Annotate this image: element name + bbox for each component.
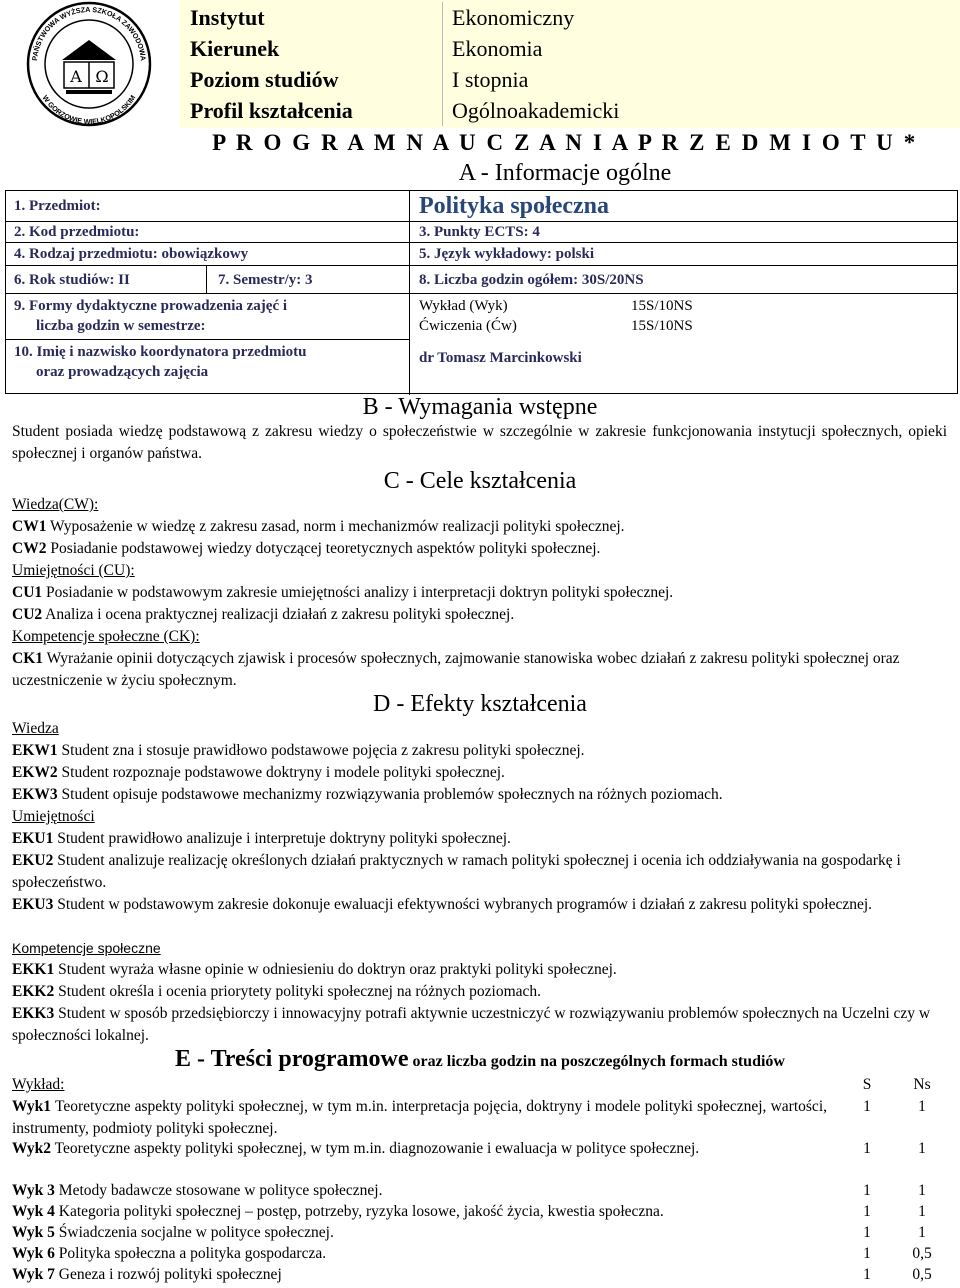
section-b-heading: B - Wymagania wstępne — [362, 394, 598, 420]
form-exercises-hours: 15S/10NS — [631, 318, 693, 334]
seal-omega: Ω — [95, 67, 109, 86]
document-header — [0, 0, 960, 128]
section-e-heading — [0, 1045, 960, 1076]
contents-col-s: S — [862, 1076, 872, 1093]
outcome-ekk1: EKK1 Student wyraża własne opinie w odniesieniu do doktryn oraz praktyki polityki społecznej. — [12, 961, 617, 978]
outcomes-competence-head: Kompetencje społeczne — [12, 940, 161, 956]
forms-label-line-1: 9. Formy dydaktyczne prowadzenia zajęć i — [14, 298, 288, 314]
header-label: Poziom studiów — [190, 67, 339, 92]
header-row-level — [180, 64, 960, 95]
outcomes-skills-head: Umiejętności — [12, 808, 95, 825]
section-a-heading: A - Informacje ogólne — [458, 160, 672, 186]
subject-name: Polityka społeczna — [419, 193, 609, 219]
goal-cw2: CW2 Posiadanie podstawowej wiedzy dotyczącej teoretycznych aspektów polityki społecznej. — [12, 540, 601, 557]
section-c-heading: C - Cele kształcenia — [383, 468, 577, 494]
program-title: P R O G R A M N A U C Z A N I A P R Z E D M I O T U * — [212, 130, 918, 155]
seal-ring-text-top: PAŃSTWOWA WYŻSZA SZKOŁA ZAWODOWA — [30, 4, 148, 62]
header-info-grid — [180, 0, 960, 128]
language-label: 5. Język wykładowy: polski — [419, 246, 595, 262]
contents-col-ns: Ns — [913, 1076, 931, 1093]
header-label: Instytut — [190, 5, 265, 30]
semester-label: 7. Semestr/y: 3 — [218, 272, 313, 288]
seal-alpha: A — [70, 67, 82, 86]
outcome-eku2: EKU2 Student analizuje realizację określonych działań praktycznych w ramach polityki społecznej i ocenia ich oddziaływania na gospodarkę i społeczeństwo. — [12, 852, 901, 891]
outcome-ekw3: EKW3 Student opisuje podstawowe mechanizmy rozwiązywania problemów społecznych na różnych poziomach. — [12, 786, 723, 803]
requirements-text: Student posiada wiedzę podstawową z zakresu wiedzy o społeczeństwie w szczególnie w zakresie funkcjonowania instytucji społecznych, opieki społecznej i organów państwa. — [12, 423, 947, 462]
outcome-ekk3: EKK3 Student w sposób przedsiębiorczy i innowacyjny potrafi aktywnie uczestniczyć w rozwiązywaniu problemów społecznych na Uczelni czy w społeczności lokalnej. — [12, 1005, 931, 1044]
outcome-ekw2: EKW2 Student rozpoznaje podstawowe doktryny i modele polityki społecznej. — [12, 764, 505, 781]
coordinator-label-line-2: oraz prowadzących zajęcia — [36, 364, 209, 380]
goal-cu2: CU2 Analiza i ocena praktycznej realizacji działań z zakresu polityki społecznej. — [12, 606, 515, 623]
header-row-institute — [180, 2, 960, 33]
goals-skills-head: Umiejętności (CU): — [12, 562, 135, 579]
form-lecture-hours: 15S/10NS — [631, 298, 693, 314]
coordinator-name: dr Tomasz Marcinkowski — [419, 350, 582, 366]
section-e-title: E - Treści programowe — [175, 1046, 409, 1072]
ects-label: 3. Punkty ECTS: 4 — [419, 224, 540, 240]
outcome-eku3: EKU3 Student w podstawowym zakresie dokonuje ewaluacji efektywności wybranych programów i działań z zakresu polityki społecznej. — [12, 896, 873, 913]
header-value: I stopnia — [452, 67, 529, 92]
header-value: Ekonomiczny — [452, 5, 575, 30]
contents-lecture-head: Wykład: — [12, 1076, 65, 1093]
svg-text:W GORZOWIE WIELKOPOLSKIM — [41, 93, 138, 126]
outcome-ekk2: EKK2 Student określa i ocenia priorytety polityki społecznej na różnych poziomach. — [12, 983, 542, 1000]
goals-knowledge-head: Wiedza(CW): — [12, 496, 99, 513]
header-label: Profil kształcenia — [190, 98, 353, 123]
outcome-eku1: EKU1 Student prawidłowo analizuje i interpretuje doktryny polityki społecznej. — [12, 830, 511, 847]
header-value: Ekonomia — [452, 36, 543, 61]
outcome-ekw1: EKW1 Student zna i stosuje prawidłowo podstawowe pojęcia z zakresu polityki społecznej. — [12, 742, 585, 759]
course-type-label: 4. Rodzaj przedmiotu: obowiązkowy — [14, 246, 249, 262]
total-hours-label: 8. Liczba godzin ogółem: 30S/20NS — [419, 272, 644, 288]
header-label: Kierunek — [190, 36, 280, 61]
outcomes-knowledge-head: Wiedza — [12, 720, 59, 737]
coordinator-label-line-1: 10. Imię i nazwisko koordynatora przedmiotu — [14, 344, 307, 360]
goal-ck1: CK1 Wyrażanie opinii dotyczących zjawisk i procesów społecznych, zajmowanie stanowiska wobec działań z zakresu polityki społecznej oraz uczestniczenie w życiu społecznym. — [12, 650, 900, 689]
forms-label-line-2: liczba godzin w semestrze: — [36, 318, 206, 334]
goals-competence-head: Kompetencje społeczne (CK): — [12, 628, 200, 645]
form-lecture: Wykład (Wyk) — [419, 298, 508, 314]
goal-cw1: CW1 Wyposażenie w wiedzę z zakresu zasad, norm i mechanizmów realizacji polityki społecznej. — [12, 518, 625, 535]
university-seal-logo — [10, 0, 168, 128]
subject-label: 1. Przedmiot: — [14, 198, 101, 214]
goal-cu1: CU1 Posiadanie w podstawowym zakresie umiejętności analizy i interpretacji doktryn polityki społecznej. — [12, 584, 674, 601]
study-year-label: 6. Rok studiów: II — [14, 272, 130, 288]
course-code-label: 2. Kod przedmiotu: — [14, 224, 140, 240]
header-row-field — [180, 33, 960, 64]
section-e-subtitle: oraz liczba godzin na poszczególnych formach studiów — [408, 1053, 785, 1070]
seal-ring-text-bottom: W GORZOWIE WIELKOPOLSKIM — [40, 93, 138, 127]
section-d-heading: D - Efekty kształcenia — [373, 691, 587, 717]
header-value: Ogólnoakademicki — [452, 98, 620, 123]
header-row-profile — [180, 95, 960, 126]
course-info-table — [5, 190, 958, 394]
form-exercises: Ćwiczenia (Ćw) — [419, 318, 517, 334]
